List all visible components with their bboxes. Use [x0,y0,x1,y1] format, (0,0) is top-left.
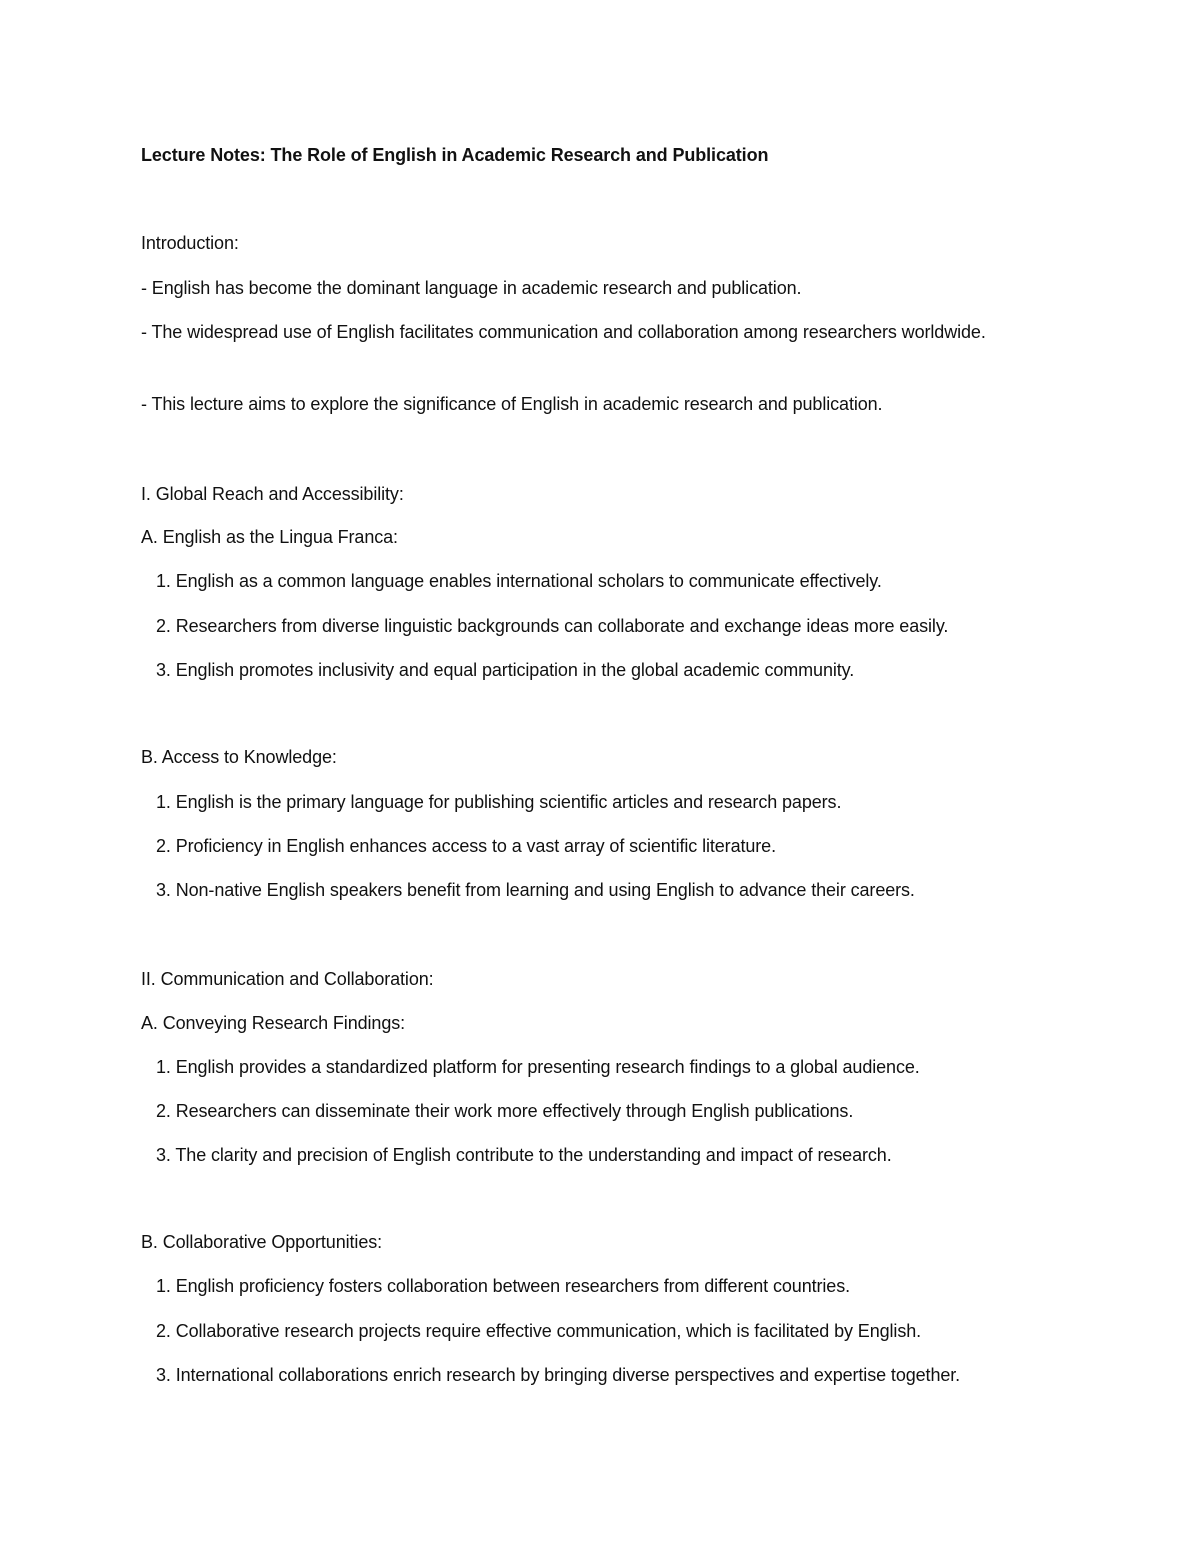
introduction-heading: Introduction: [141,233,239,253]
section-2a-item-1: 1. English provides a standardized platform for presenting research findings to a global audience. [156,1057,920,1077]
section-1a-item-1: 1. English as a common language enables international scholars to communicate effectively. [156,571,882,591]
intro-bullet-1: - English has become the dominant language in academic research and publication. [141,278,802,298]
section-2b-item-2: 2. Collaborative research projects require effective communication, which is facilitated by English. [156,1321,922,1341]
section-1a-item-2: 2. Researchers from diverse linguistic backgrounds can collaborate and exchange ideas more easily. [156,616,949,636]
section-2-heading: II. Communication and Collaboration: [141,969,434,989]
section-2b-item-3: 3. International collaborations enrich research by bringing diverse perspectives and expertise together. [156,1365,961,1385]
section-1b-item-1: 1. English is the primary language for publishing scientific articles and research papers. [156,792,842,812]
section-2b-heading: B. Collaborative Opportunities: [141,1232,383,1252]
section-1a-heading: A. English as the Lingua Franca: [141,527,398,547]
document-title: Lecture Notes: The Role of English in Academic Research and Publication [141,145,769,165]
section-2b-item-1: 1. English proficiency fosters collaboration between researchers from different countries. [156,1276,851,1296]
intro-bullet-2: - The widespread use of English facilitates communication and collaboration among researchers worldwide. [141,322,986,342]
section-2a-item-2: 2. Researchers can disseminate their work more effectively through English publications. [156,1101,854,1121]
section-2a-heading: A. Conveying Research Findings: [141,1013,406,1033]
section-1b-item-3: 3. Non-native English speakers benefit from learning and using English to advance their careers. [156,880,915,900]
section-1b-heading: B. Access to Knowledge: [141,747,337,767]
intro-bullet-3: - This lecture aims to explore the significance of English in academic research and publication. [141,394,883,414]
section-1-heading: I. Global Reach and Accessibility: [141,484,404,504]
section-2a-item-3: 3. The clarity and precision of English contribute to the understanding and impact of research. [156,1145,892,1165]
section-1a-item-3: 3. English promotes inclusivity and equal participation in the global academic community. [156,660,855,680]
section-1b-item-2: 2. Proficiency in English enhances access to a vast array of scientific literature. [156,836,776,856]
